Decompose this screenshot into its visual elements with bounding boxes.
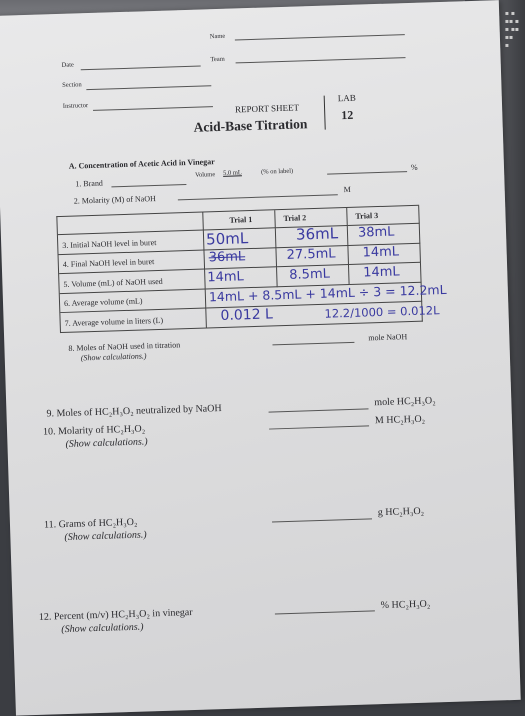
item9-label: 9. Moles of HC₂H₃O₂ neutralized by NaOH (46, 403, 222, 420)
trial3-header: Trial 3 (355, 211, 379, 221)
initial-trial1: 50mL (205, 229, 249, 249)
volume-label: Volume (194, 171, 216, 179)
percent-line (327, 171, 407, 175)
table-cell (204, 248, 277, 269)
item10-label: 10. Molarity of HC₂H₃O₂ (42, 423, 146, 438)
item8-sub: (Show calculations.) (80, 351, 147, 363)
trial1-header: Trial 1 (229, 214, 253, 225)
table-row (60, 308, 207, 333)
item11-sub: (Show calculations.) (64, 529, 147, 544)
item8-label: 8. Moles of NaOH used in titration (68, 340, 181, 353)
item10-line (269, 425, 369, 429)
item9-unit: mole HC₂H₃O₂ (374, 395, 436, 409)
table-cell (349, 263, 422, 285)
final-trial3: 14mL (362, 244, 400, 261)
item12-label: 12. Percent (m/v) HC₂H₃O₂ in vinegar (38, 607, 193, 623)
brand-line (111, 184, 186, 187)
instructor-label: Instructor (62, 102, 89, 110)
item8-line (272, 342, 354, 346)
table-cell (204, 228, 277, 250)
initial-trial2: 36mL (295, 224, 339, 244)
percent-on-label: (% on label) (260, 167, 294, 176)
row-label-final: 4. Final NaOH level in buret (62, 257, 155, 269)
row-label-initial: 3. Initial NaOH level in buret (62, 238, 157, 250)
volume-trial1: 14mL (207, 269, 245, 286)
average-liters-value: 0.012 L (220, 306, 274, 325)
section-a-heading: A. Concentration of Acetic Acid in Vinegar (68, 157, 215, 171)
row-label-volume: 5. Volume (mL) of NaOH used (63, 276, 163, 289)
table-cell (348, 224, 421, 246)
lab-label: LAB (337, 92, 356, 104)
volume-trial3: 14mL (363, 264, 400, 281)
background-device-icons: ▪ ▪ ▪▪ ▪ ▪ ▪▪ ▪▪ ▪ (504, 10, 519, 49)
volume-trial2: 8.5mL (289, 266, 331, 283)
row-label-liters: 7. Average volume in liters (L) (64, 315, 164, 328)
item12-sub: (Show calculations.) (61, 621, 144, 636)
item8-unit: mole NaOH (368, 332, 408, 343)
item11-label: 11. Grams of HC₂H₃O₂ (43, 516, 138, 531)
name-label: Name (209, 32, 226, 41)
molarity-line (178, 194, 338, 200)
molarity-unit: M (343, 184, 351, 195)
percent-unit: % (410, 162, 418, 172)
lab-number: 12 (341, 107, 354, 123)
item11-unit: g HC₂H₃O₂ (377, 505, 425, 519)
table-cell (276, 246, 349, 267)
table-header-cell (347, 206, 420, 226)
instructor-line (93, 106, 213, 111)
final-trial1: 36mL (208, 249, 246, 266)
row-label-average: 6. Average volume (mL) (63, 296, 143, 308)
initial-trial3: 38mL (357, 224, 395, 241)
item10-sub: (Show calculations.) (65, 436, 148, 450)
section-line (86, 85, 211, 90)
section-label: Section (62, 81, 82, 89)
trial2-header: Trial 2 (283, 213, 307, 224)
item12-line (275, 610, 375, 614)
item9-line (269, 408, 369, 412)
final-trial2: 27.5mL (286, 246, 336, 263)
table-cell (205, 267, 278, 289)
table-cell (348, 244, 421, 265)
average-liters-calc: 12.2/1000 = 0.012L (324, 303, 440, 321)
team-label: Team (210, 55, 225, 64)
volume-value: 5.0 mL (222, 169, 242, 177)
date-label: Date (61, 61, 74, 69)
name-line (235, 34, 405, 40)
table-cell (277, 265, 350, 287)
average-volume-calc: 14mL + 8.5mL + 14mL ÷ 3 = 12.2mL (208, 281, 447, 305)
lab-divider (324, 96, 326, 130)
item12-unit: % HC₂H₃O₂ (380, 598, 431, 612)
item2-molarity-label: 2. Molarity (M) of NaOH (73, 194, 156, 206)
table-cell (276, 226, 349, 248)
date-line (81, 66, 201, 71)
report-sheet-label: REPORT SHEET (234, 102, 300, 115)
team-line (236, 57, 406, 63)
item10-unit: M HC₂H₃O₂ (374, 413, 426, 427)
titration-table (56, 205, 447, 333)
item1-brand-label: 1. Brand (75, 178, 104, 189)
table-header-cell (203, 210, 276, 230)
item11-line (272, 518, 372, 522)
page-title: Acid-Base Titration (193, 116, 308, 135)
